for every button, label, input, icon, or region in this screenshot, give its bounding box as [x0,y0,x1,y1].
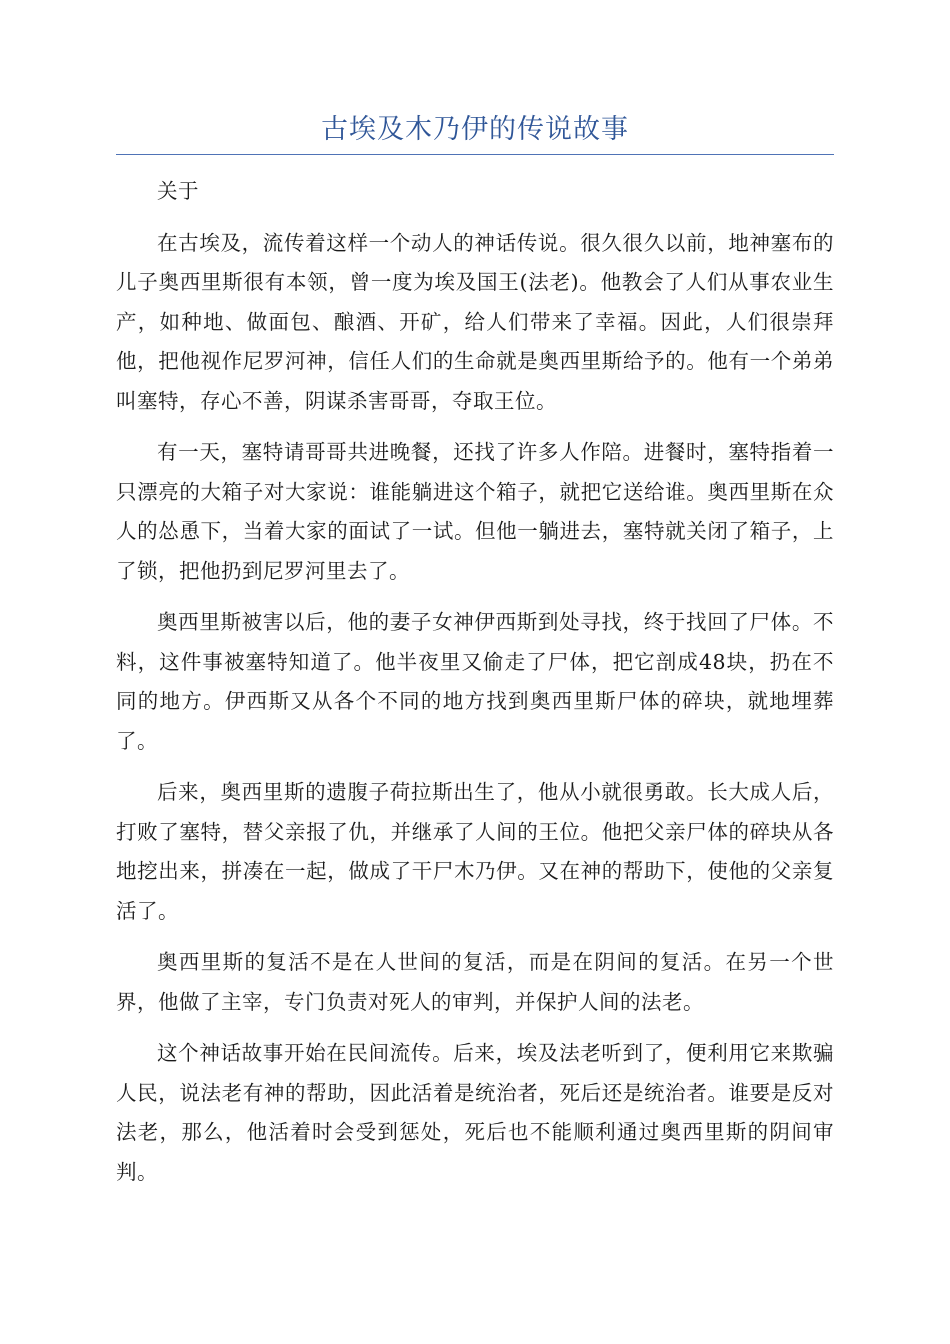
document-body [116,172,834,1204]
paragraph-4: 后来，奥西里斯的遗腹子荷拉斯出生了，他从小就很勇敢。长大成人后，打败了塞特，替父亲报了仇，并继承了人间的王位。他把父亲尸体的碎块从各地挖出来，拼凑在一起，做成了干尸木乃伊。又在神的帮助下，使他的父亲复活了。 [116,780,834,923]
paragraph-3: 奥西里斯被害以后，他的妻子女神伊西斯到处寻找，终于找回了尸体。不料，这件事被塞特知道了。他半夜里又偷走了尸体，把它剖成48块，扔在不同的地方。伊西斯又从各个不同的地方找到奥西里斯尸体的碎块，就地埋葬了。 [116,610,834,753]
paragraph-1: 在古埃及，流传着这样一个动人的神话传说。很久很久以前，地神塞布的儿子奥西里斯很有本领，曾一度为埃及国王(法老)。他教会了人们从事农业生产，如种地、做面包、酿酒、开矿，给人们带来了幸福。因此，人们很崇拜他，把他视作尼罗河神，信任人们的生命就是奥西里斯给予的。他有一个弟弟叫塞特，存心不善，阴谋杀害哥哥，夺取王位。 [116,230,834,413]
title-underline [116,154,834,155]
paragraph-6: 这个神话故事开始在民间流传。后来，埃及法老听到了，便利用它来欺骗人民，说法老有神的帮助，因此活着是统治者，死后还是统治者。谁要是反对法老，那么，他活着时会受到惩处，死后也不能顺利通过奥西里斯的阴间审判。 [116,1041,834,1184]
document-title: 古埃及木乃伊的传说故事 [321,114,629,145]
paragraph-5: 奥西里斯的复活不是在人世间的复活，而是在阴间的复活。在另一个世界，他做了主宰，专门负责对死人的审判，并保护人间的法老。 [116,950,834,1014]
paragraph-2: 有一天，塞特请哥哥共进晚餐，还找了许多人作陪。进餐时，塞特指着一只漂亮的大箱子对大家说：谁能躺进这个箱子，就把它送给谁。奥西里斯在众人的怂恿下，当着大家的面试了一试。但他一躺进去，塞特就关闭了箱子，上了锁，把他扔到尼罗河里去了。 [116,440,834,583]
paragraph-intro: 关于 [157,179,199,203]
